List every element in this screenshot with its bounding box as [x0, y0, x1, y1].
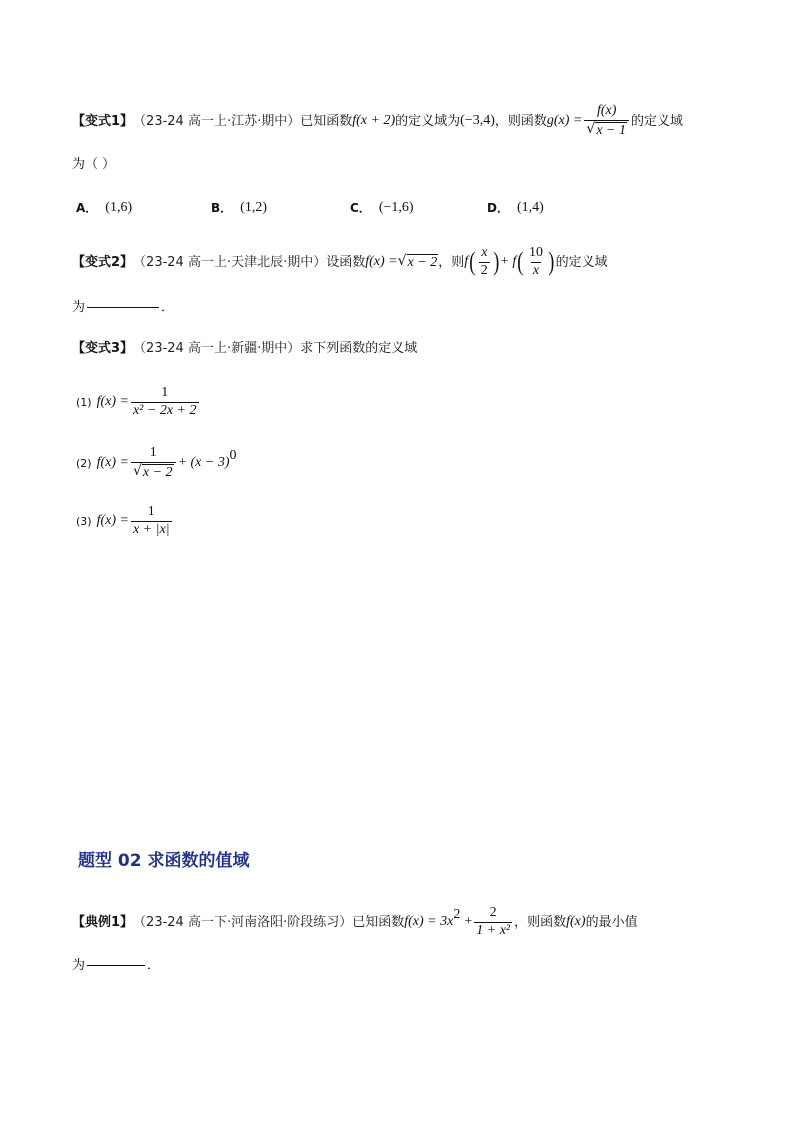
option-value: (−1,6) [378, 199, 414, 215]
option-label: D． [487, 201, 509, 215]
q3-text: 求下列函数的定义域 [300, 341, 418, 356]
q3-item-1-den: x² − 2x + 2 [132, 402, 197, 418]
q3-item-label: (1) [76, 395, 92, 409]
ex1-text-c: 的最小值 [585, 914, 638, 930]
q1-text-d: 的定义域 [630, 113, 683, 129]
q1-option-c[interactable] [350, 199, 414, 216]
q1-option-d[interactable] [487, 199, 544, 216]
q2-text-c: 的定义域 [555, 254, 608, 270]
option-value: (1,6) [105, 199, 133, 215]
q1-g-fraction [584, 104, 629, 138]
q2-sqrt: √ x − 2 [397, 252, 438, 270]
option-value: (1,4) [516, 199, 544, 215]
q2-f1: f [464, 254, 469, 270]
q2-frac1-den: 2 [480, 262, 488, 278]
q3-item-2-radicand: x − 2 [142, 464, 173, 480]
q3-line1 [72, 342, 417, 355]
q1-text-b: 的定义域为 [395, 113, 461, 129]
q1-tag: 【变式1】 [72, 113, 134, 129]
q3-item-2-num: 1 [149, 445, 157, 460]
q3-item-3-fraction [131, 505, 172, 537]
q2-frac2 [527, 246, 545, 278]
ex1-num: 2 [489, 905, 497, 920]
q1-domain: (−3,4) [460, 113, 495, 129]
q2-line1: 【变式2】 （23-24 高一上·天津北辰·期中） 设函数 f(x) = √ x − 2 ，则 f ( $\frac{x}{2}$ ) + f ( $\frac{10}{x}$ ) 的定义域 [72, 245, 608, 278]
q1-g-denominator: x − 1 [596, 122, 626, 138]
q2-line2-period: ． [161, 300, 175, 315]
ex1-answer-blank[interactable] [87, 965, 145, 966]
ex1-line2-prefix: 为 [72, 958, 86, 973]
ex1-f: f(x) [566, 914, 586, 930]
q3-item-1-num: 1 [161, 385, 169, 400]
ex1-fraction [474, 906, 512, 938]
q1-line1 [72, 104, 683, 138]
q1-text-c: ，则函数 [494, 113, 547, 129]
q3-item-3-den: x + |x| [132, 521, 170, 537]
q3-item-lhs: f(x) = [96, 394, 129, 410]
option-value: (1,2) [240, 199, 267, 215]
q2-frac2-den: x [532, 262, 540, 278]
q2-text-a: 设函数 [326, 254, 366, 270]
option-label: A． [76, 201, 98, 215]
q2-line2 [72, 301, 174, 314]
q1-line2 [72, 158, 115, 171]
q3-item-1-fraction [131, 386, 199, 418]
q2-frac1-num: x [481, 245, 488, 260]
q2-text-b: ，则 [438, 254, 465, 270]
q3-item-lhs: f(x) = [96, 513, 129, 529]
q2-frac1 [479, 246, 490, 278]
q3-source: （23-24 高一上·新疆·期中） [133, 341, 301, 356]
q2-source: （23-24 高一上·天津北辰·期中） [133, 254, 327, 270]
q3-item-2: (2) f(x) = 1 √ x − 2 + (x − 3) $^0$ [76, 445, 237, 480]
q3-item-1 [76, 386, 201, 418]
q2-f-lhs: f(x) = [365, 254, 398, 270]
ex1-plus: + [464, 914, 473, 930]
q1-option-b[interactable] [211, 199, 267, 216]
q2-radicand: x − 2 [407, 254, 438, 270]
q1-f-arg: f(x + 2) [352, 113, 396, 129]
q3-item-2-sqrt: √ x − 2 [132, 462, 173, 480]
ex1-den: 1 + x² [476, 922, 511, 938]
q1-g-denominator-sqrt: √ x − 1 [586, 120, 626, 138]
q3-item-lhs: f(x) = [96, 455, 129, 471]
q1-option-a[interactable] [76, 199, 132, 216]
q2-plus: + [500, 254, 509, 270]
ex1-tag: 【典例1】 [72, 914, 134, 930]
q1-text-a: 已知函数 [300, 113, 353, 129]
q3-item-2-tail: + (x − 3) [177, 455, 230, 471]
q2-frac2-num: 10 [528, 245, 543, 260]
q2-answer-blank[interactable] [87, 307, 159, 308]
q3-item-label: (3) [76, 514, 92, 528]
q2-line2-prefix: 为 [72, 300, 86, 315]
ex1-lhs: f(x) = 3x [404, 914, 454, 930]
option-label: B． [211, 201, 233, 215]
q1-g-lhs: g(x) = [546, 113, 583, 129]
ex1-text-a: 已知函数 [352, 914, 405, 930]
q1-g-numerator: f(x) [596, 103, 617, 118]
ex1-text-b: ，则函数 [514, 914, 567, 930]
ex1-line1: 【典例1】 （23-24 高一下·河南洛阳·阶段练习） 已知函数 f(x) = 3x $^2$ + $\frac{2}{\text{1 + x²}}$ ，则函数 f(x) 的最小值 [72, 905, 638, 938]
q3-tag: 【变式3】 [72, 341, 134, 356]
section-heading: 题型 02 求函数的值域 [78, 851, 250, 871]
ex1-line2 [72, 959, 160, 972]
ex1-source: （23-24 高一下·河南洛阳·阶段练习） [133, 914, 353, 930]
q3-item-label: (2) [76, 456, 92, 470]
q2-tag: 【变式2】 [72, 254, 134, 270]
ex1-line2-period: ． [147, 958, 161, 973]
q1-answer-paren: 为（ ） [72, 157, 116, 172]
option-label: C． [350, 201, 371, 215]
q3-item-3 [76, 505, 174, 537]
q3-item-2-fraction [131, 446, 176, 480]
q1-source: （23-24 高一上·江苏·期中） [133, 113, 301, 129]
q3-item-3-num: 1 [147, 504, 155, 519]
q2-f2: f [512, 254, 517, 270]
